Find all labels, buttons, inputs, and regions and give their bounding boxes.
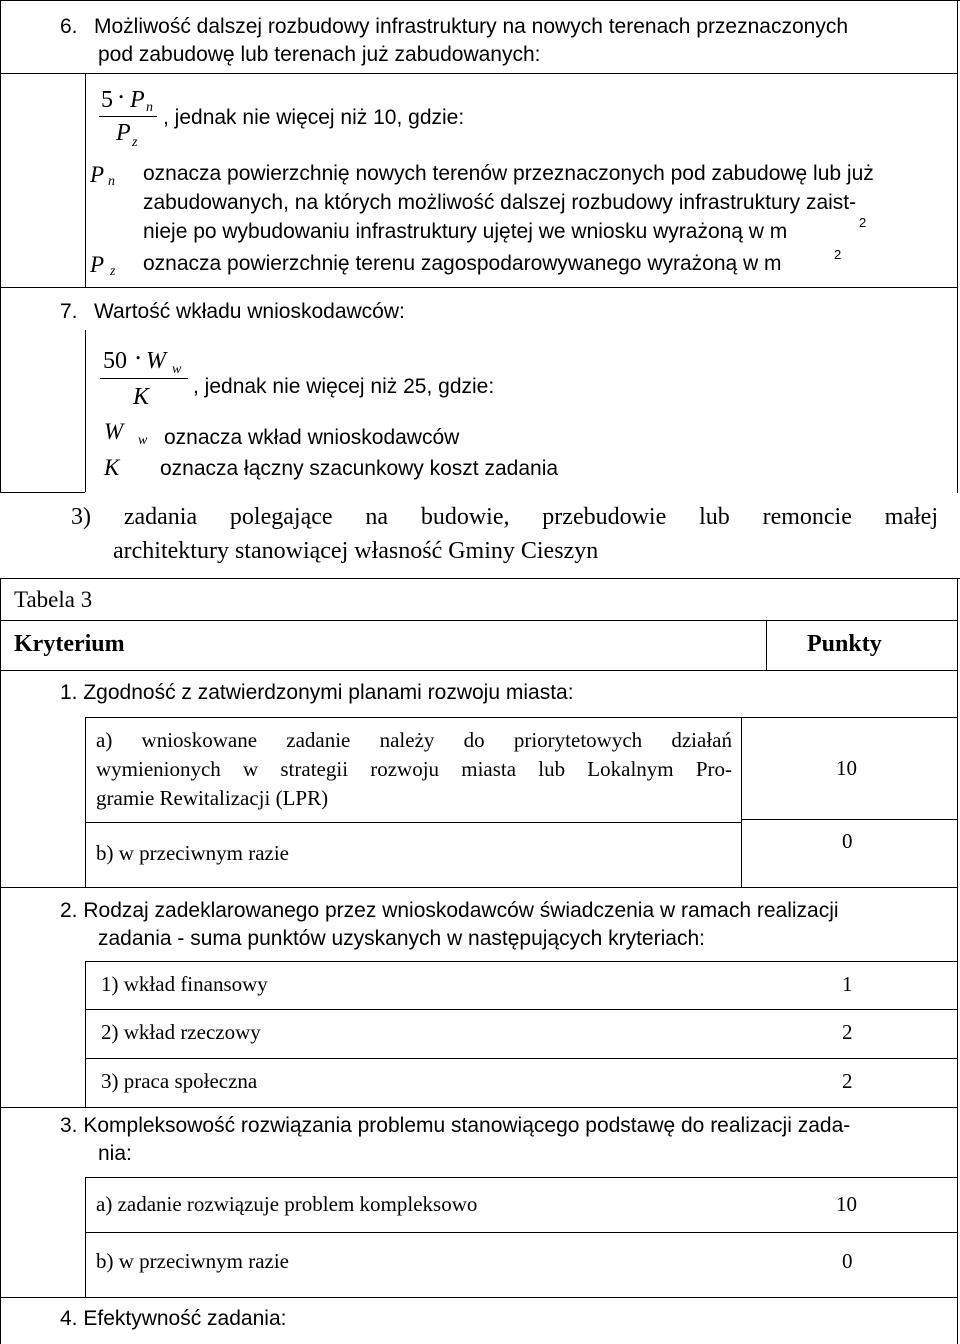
section-7-heading: Wartość wkładu wnioskodawców: (94, 300, 405, 323)
formula-dot: ⋅ (134, 346, 143, 372)
formula-denominator-sub: z (132, 135, 138, 150)
pz-var: P (90, 252, 105, 277)
criterion-3a-text: a) zadanie rozwiązuje problem kompleksowo (96, 1192, 478, 1216)
criterion-2-row-3-points: 2 (842, 1069, 853, 1093)
pn-line1: oznacza powierzchnię nowych terenów przeznaczonych pod zabudowę lub już (143, 162, 874, 185)
section-7-number: 7. (60, 300, 78, 323)
item-3-line1: 3) zadania polegające na budowie, przebudowie lub remoncie małej (71, 504, 938, 530)
item-3-line2: architektury stanowiącej własność Gminy Cieszyn (113, 538, 599, 564)
formula-numerator-var: P (130, 87, 145, 113)
formula-numerator-sub: n (146, 100, 153, 115)
header-criterion: Kryterium (14, 631, 125, 657)
pn-var: P (90, 162, 105, 187)
criterion-2-row-1-label: 1) wkład finansowy (101, 972, 268, 996)
k-var: K (104, 455, 120, 480)
formula-tail: , jednak nie więcej niż 25, gdzie: (193, 375, 495, 398)
formula-denominator-var: K (133, 384, 150, 410)
section-6-number: 6. (60, 15, 78, 38)
ww-text: oznacza wkład wnioskodawców (164, 426, 460, 449)
table-caption: Tabela 3 (14, 587, 93, 612)
criterion-2-line1: 2. Rodzaj zadeklarowanego przez wnioskodawców świadczenia w ramach realizacji (60, 899, 839, 922)
formula-coefficient: 50 (103, 348, 127, 374)
criterion-1b-points: 0 (842, 829, 853, 853)
pn-line3: nieje po wybudowaniu infrastruktury ujętej we wniosku wyrażoną w m (143, 220, 788, 243)
section-6-heading-line2: pod zabudowę lub terenach już zabudowanych: (98, 43, 541, 66)
k-text: oznacza łączny szacunkowy koszt zadania (160, 457, 559, 480)
criterion-2-line2: zadania - suma punktów uzyskanych w następujących kryteriach: (98, 927, 705, 950)
criterion-1b-text: b) w przeciwnym razie (96, 841, 289, 865)
pn-line2: zabudowanych, na których możliwość dalszej rozbudowy infrastruktury zaist- (143, 191, 857, 214)
pn-sup: 2 (859, 215, 867, 230)
criterion-1a-line2: wymienionych w strategii rozwoju miasta lub Lokalnym Pro- (96, 757, 732, 781)
criterion-4-title: 4. Efektywność zadania: (60, 1307, 287, 1330)
ww-sub: w (138, 433, 148, 448)
formula-numerator-var: W (146, 348, 166, 374)
formula-denominator-var: P (116, 120, 131, 146)
criterion-2-row-2-label: 2) wkład rzeczowy (101, 1020, 261, 1044)
criterion-1a-points: 10 (836, 756, 857, 780)
section-6-heading-line1: Możliwość dalszej rozbudowy infrastruktury na nowych terenach przeznaczonych (94, 15, 849, 38)
criterion-3b-points: 0 (842, 1249, 853, 1273)
formula-numerator-sub: w (172, 362, 182, 377)
criterion-3-line1: 3. Kompleksowość rozwiązania problemu stanowiącego podstawę do realizacji zada- (60, 1114, 851, 1137)
pz-sub: z (110, 264, 116, 279)
criterion-3b-text: b) w przeciwnym razie (96, 1249, 289, 1273)
criterion-1a-line3: gramie Rewitalizacji (LPR) (96, 786, 329, 810)
ww-var: W (104, 419, 124, 444)
criterion-2-row-3-label: 3) praca społeczna (101, 1069, 258, 1093)
criterion-3a-points: 10 (836, 1192, 857, 1216)
criterion-1-title: 1. Zgodność z zatwierdzonymi planami rozwoju miasta: (60, 681, 574, 704)
formula-dot: ⋅ (117, 85, 126, 111)
pn-sub: n (108, 174, 115, 189)
criterion-1a-line1: a) wnioskowane zadanie należy do priorytetowych działań (96, 728, 732, 752)
pz-sup: 2 (834, 247, 842, 262)
formula-tail: , jednak nie więcej niż 10, gdzie: (163, 106, 465, 129)
criterion-2-row-1-points: 1 (842, 972, 853, 996)
header-points: Punkty (807, 631, 882, 657)
criterion-3-line2: nia: (98, 1142, 132, 1165)
pz-text: oznacza powierzchnię terenu zagospodarowywanego wyrażoną w m (143, 252, 782, 275)
formula-coefficient: 5 (101, 87, 113, 113)
criterion-2-row-2-points: 2 (842, 1020, 853, 1044)
